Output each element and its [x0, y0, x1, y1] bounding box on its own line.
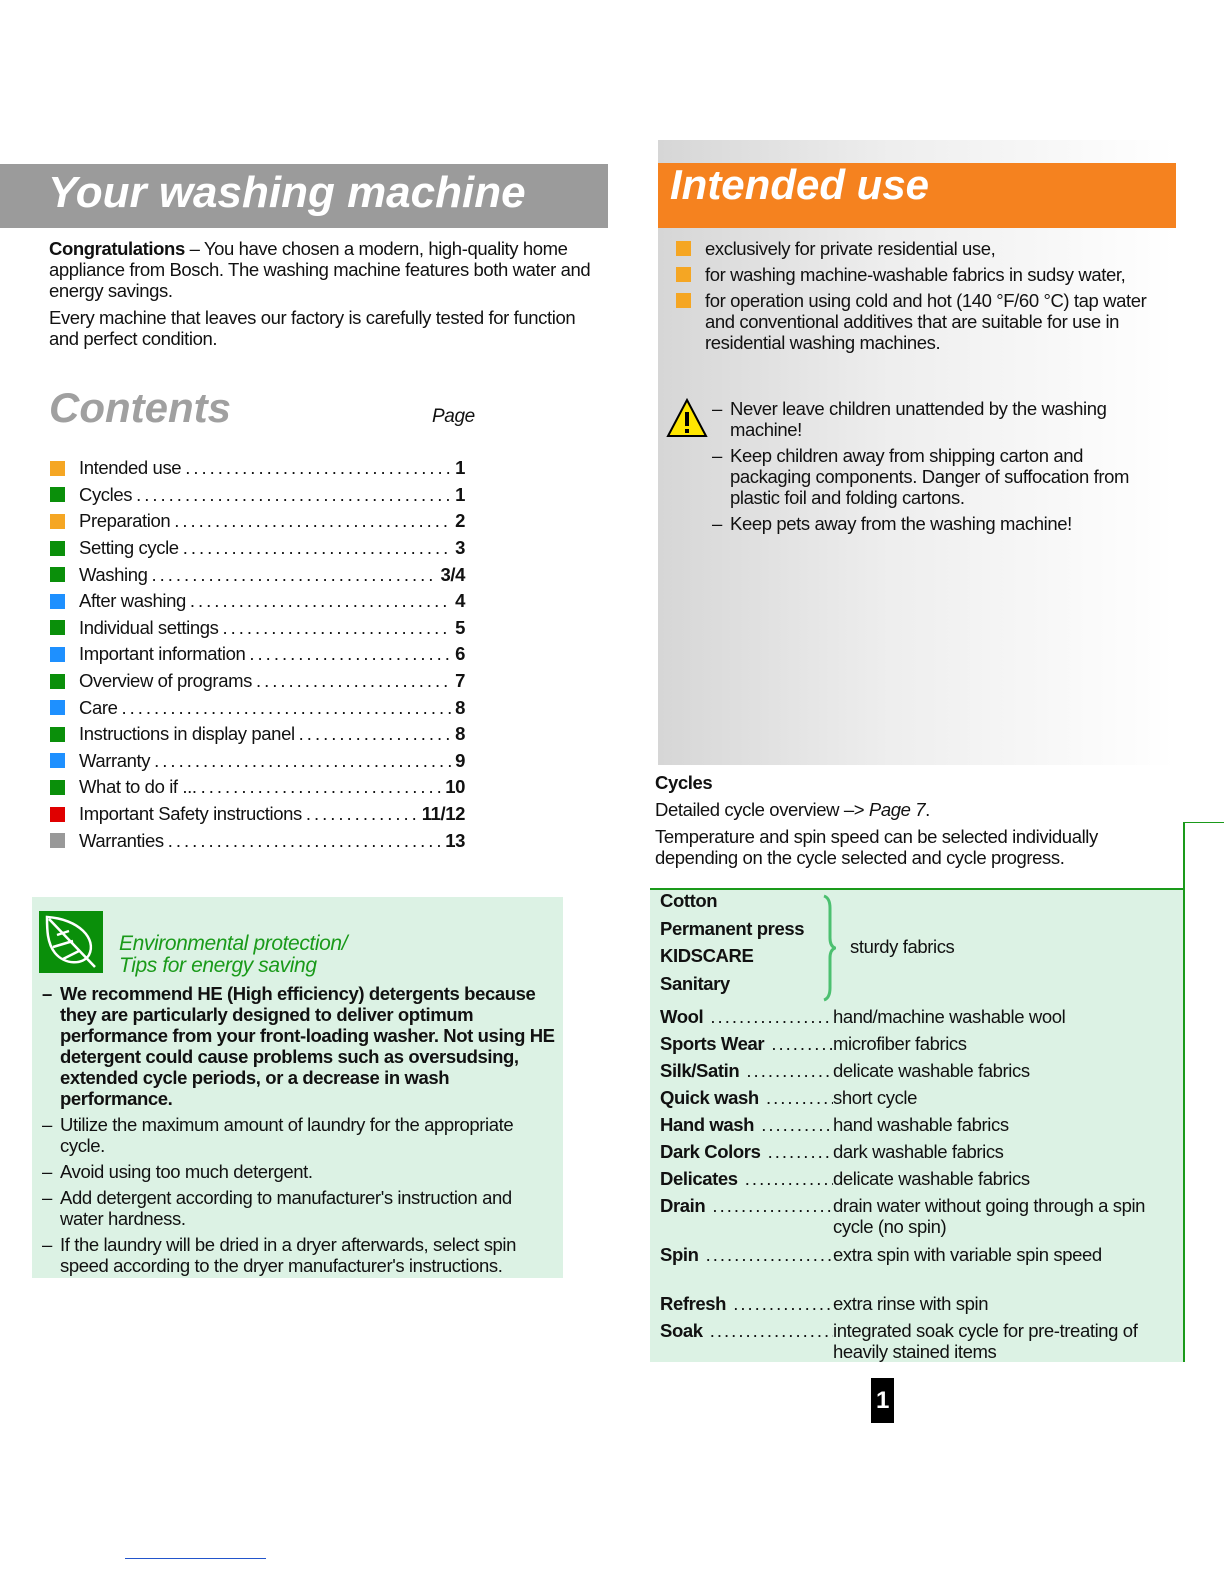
toc-leader-dots	[136, 484, 451, 506]
page-number: 1	[871, 1378, 894, 1423]
toc-page: 8	[455, 723, 465, 745]
tip-item: – Add detergent according to manufacturer's instruction and water hardness.	[42, 1187, 557, 1229]
use-item	[676, 238, 1156, 259]
section-header-intended-use	[658, 163, 1176, 228]
cycle-group	[660, 890, 804, 1000]
toc-page: 13	[445, 829, 465, 851]
intro-bold: Congratulations	[49, 238, 185, 259]
bullet-square-icon	[50, 647, 65, 662]
toc-label: Setting cycle	[79, 537, 179, 559]
toc-leader-dots	[154, 750, 451, 772]
use-text: exclusively for private residential use,	[705, 238, 996, 259]
cycle-row	[660, 1087, 1180, 1108]
cycle-name: Sports Wear .....	[660, 1033, 833, 1054]
toc-item	[50, 641, 465, 668]
toc-item	[50, 827, 465, 854]
cycles-table	[650, 888, 1183, 1362]
environment-tips-box	[32, 897, 563, 1278]
bullet-square-icon	[50, 594, 65, 609]
warning-list	[666, 398, 1146, 534]
toc-item	[50, 694, 465, 721]
toc-label: After washing	[79, 590, 186, 612]
toc-label: What to do if ...	[79, 776, 197, 798]
warning-icon	[666, 398, 708, 438]
intended-use-list	[676, 238, 1156, 358]
toc-leader-dots	[222, 617, 451, 639]
toc-label: Cycles	[79, 483, 133, 505]
cycle-name: Drain .....	[660, 1195, 833, 1237]
cycle-name: Spin .....	[660, 1244, 833, 1265]
toc-leader-dots	[306, 803, 418, 825]
bullet-square-icon	[50, 753, 65, 768]
section-title: Intended use	[670, 161, 930, 208]
intro-paragraph-1: – You have chosen a modern, high-quality home appliance from Bosch. The washing machine features both water and energy savings.	[49, 238, 591, 301]
cycle-row	[660, 1293, 1180, 1314]
cycle-description: hand/machine washable wool	[833, 1006, 1066, 1027]
toc-label: Instructions in display panel	[79, 723, 295, 745]
toc-leader-dots	[256, 670, 451, 692]
cycle-description: dark washable fabrics	[833, 1141, 1004, 1162]
toc-item	[50, 482, 465, 509]
tip-item: – If the laundry will be dried in a dryer afterwards, select spin speed according to the dryer manufacturer's instructions.	[42, 1234, 557, 1276]
cycle-description: delicate washable fabrics	[833, 1168, 1030, 1189]
toc-label: Warranties	[79, 829, 164, 851]
use-text: for operation using cold and hot (140 °F/60 °C) tap water and conventional additives that are suitable for use in residential washing machines.	[705, 290, 1147, 353]
toc-page: 7	[455, 670, 465, 692]
cycles-reference: Detailed cycle overview –>	[655, 799, 869, 820]
divider	[1183, 822, 1224, 823]
bullet-square-icon	[50, 541, 65, 556]
toc-leader-dots	[183, 537, 451, 559]
toc-label: Important Safety instructions	[79, 803, 302, 825]
toc-leader-dots	[152, 564, 437, 586]
cycle-row	[660, 1114, 1180, 1135]
bullet-square-icon	[50, 700, 65, 715]
toc-item	[50, 588, 465, 615]
cycle-description: integrated soak cycle for pre-treating of heavily stained items	[833, 1320, 1138, 1362]
bullet-square-icon	[50, 514, 65, 529]
toc-page: 3	[455, 537, 465, 559]
divider	[1183, 822, 1185, 1362]
toc-leader-dots	[299, 723, 451, 745]
bullet-square-icon	[50, 780, 65, 795]
bullet-square-icon	[50, 674, 65, 689]
toc-label: Intended use	[79, 457, 182, 479]
toc-page: 8	[455, 696, 465, 718]
toc-page: 1	[455, 483, 465, 505]
bullet-square-icon	[50, 727, 65, 742]
use-item	[676, 264, 1156, 285]
bullet-square-icon	[50, 487, 65, 502]
toc-label: Preparation	[79, 510, 171, 532]
toc-item	[50, 615, 465, 642]
toc-item	[50, 508, 465, 535]
tip-item: – We recommend HE (High efficiency) detergents because they are particularly designed to deliver optimum performance from your front-loading washer. Not using HE detergent could cause problems such as oversudsing, extended cycle periods, or a decrease in wash performance.	[42, 983, 557, 1109]
toc-page: 10	[445, 776, 465, 798]
toc-item	[50, 774, 465, 801]
toc-item	[50, 801, 465, 828]
bullet-square-icon	[50, 833, 65, 848]
cycle-row	[660, 1244, 1180, 1265]
use-text: for washing machine-washable fabrics in sudsy water,	[705, 264, 1126, 285]
cycle-row	[660, 1195, 1180, 1237]
bullet-square-icon	[676, 241, 691, 256]
cycle-name: Hand wash .....	[660, 1114, 833, 1135]
cycle-description: microfiber fabrics	[833, 1033, 967, 1054]
bullet-square-icon	[676, 293, 691, 308]
cycle-name: Refresh .....	[660, 1293, 833, 1314]
cycle-name: Wool .....	[660, 1006, 833, 1027]
cycle-description: hand washable fabrics	[833, 1114, 1009, 1135]
cycles-note: Temperature and spin speed can be selected individually depending on the cycle selected and cycle progress.	[655, 826, 1098, 868]
leaf-icon	[39, 911, 103, 973]
warning-item: – Keep pets away from the washing machine!	[712, 513, 1146, 534]
toc-label: Overview of programs	[79, 670, 252, 692]
warning-item: – Keep children away from shipping carton and packaging components. Danger of suffocation from plastic foil and folding cartons.	[712, 445, 1146, 508]
cycle-row	[660, 1006, 1180, 1027]
toc-label: Individual settings	[79, 616, 219, 638]
environment-title: Environmental protection/ Tips for energy saving	[119, 932, 348, 977]
cycles-title: Cycles	[655, 772, 713, 793]
cycles-section: Cycles Detailed cycle overview –> Page 7. Temperature and spin speed can be selected individually depending on the cycle selected and cycle progress.	[655, 772, 1175, 874]
table-of-contents	[50, 455, 465, 854]
cycle-description: short cycle	[833, 1087, 918, 1108]
intro-paragraph-2: Every machine that leaves our factory is carefully tested for function and perfect condition.	[49, 307, 576, 349]
toc-label: Important information	[79, 643, 246, 665]
toc-leader-dots	[201, 776, 442, 798]
toc-page: 2	[455, 510, 465, 532]
bullet-square-icon	[50, 461, 65, 476]
toc-leader-dots	[174, 510, 451, 532]
toc-leader-dots	[190, 590, 451, 612]
cycle-name: Cotton	[660, 890, 718, 911]
bullet-square-icon	[676, 267, 691, 282]
cycle-name: Delicates .....	[660, 1168, 833, 1189]
contents-title: Contents	[49, 384, 231, 431]
cycle-row	[660, 1060, 1180, 1081]
cycle-row	[660, 1168, 1180, 1189]
toc-item	[50, 535, 465, 562]
cycle-name: Dark Colors .....	[660, 1141, 833, 1162]
cycle-description: extra spin with variable spin speed	[833, 1244, 1102, 1265]
toc-page: 11/12	[421, 803, 465, 825]
toc-item	[50, 721, 465, 748]
cycle-description: extra rinse with spin	[833, 1293, 989, 1314]
toc-label: Warranty	[79, 749, 151, 771]
toc-leader-dots	[185, 457, 451, 479]
toc-label: Washing	[79, 563, 148, 585]
bullet-square-icon	[50, 567, 65, 582]
toc-leader-dots	[168, 830, 441, 852]
toc-page: 4	[455, 590, 465, 612]
toc-item	[50, 561, 465, 588]
tip-item: – Utilize the maximum amount of laundry for the appropriate cycle.	[42, 1114, 557, 1156]
cycle-description: delicate washable fabrics	[833, 1060, 1030, 1081]
toc-page: 3/4	[440, 563, 465, 585]
cycle-row	[660, 1033, 1180, 1054]
cycle-name: Quick wash .....	[660, 1087, 833, 1108]
toc-item	[50, 668, 465, 695]
toc-item	[50, 455, 465, 482]
toc-leader-dots	[249, 643, 451, 665]
warning-block	[666, 398, 1146, 539]
toc-label: Care	[79, 696, 118, 718]
page-column-label: Page	[432, 406, 475, 427]
brace-icon	[822, 894, 836, 1002]
bullet-square-icon	[50, 807, 65, 822]
cycle-group-description: sturdy fabrics	[850, 936, 955, 957]
bullet-square-icon	[50, 620, 65, 635]
cycle-row	[660, 1141, 1180, 1162]
toc-item	[50, 748, 465, 775]
warning-item: – Never leave children unattended by the washing machine!	[712, 398, 1146, 440]
toc-page: 9	[455, 749, 465, 771]
cycle-name: Permanent press	[660, 917, 805, 939]
environment-tips-list	[42, 983, 557, 1281]
footer-line	[125, 1558, 266, 1559]
cycle-name: Soak .....	[660, 1320, 833, 1362]
cycle-name: KIDSCARE	[660, 945, 754, 966]
use-item	[676, 290, 1156, 353]
toc-page: 6	[455, 643, 465, 665]
toc-page: 5	[455, 616, 465, 638]
cycle-name: Silk/Satin .....	[660, 1060, 833, 1081]
cycle-name: Sanitary	[660, 972, 730, 994]
tip-item: – Avoid using too much detergent.	[42, 1161, 557, 1182]
toc-leader-dots	[122, 697, 452, 719]
section-header-your-washing-machine	[0, 164, 608, 228]
cycle-description: drain water without going through a spin cycle (no spin)	[833, 1195, 1146, 1237]
cycles-reference-page: Page 7	[868, 799, 926, 820]
toc-page: 1	[455, 457, 465, 479]
section-title: Your washing machine	[48, 168, 526, 217]
cycle-row	[660, 1320, 1180, 1362]
intro-text	[49, 238, 609, 355]
